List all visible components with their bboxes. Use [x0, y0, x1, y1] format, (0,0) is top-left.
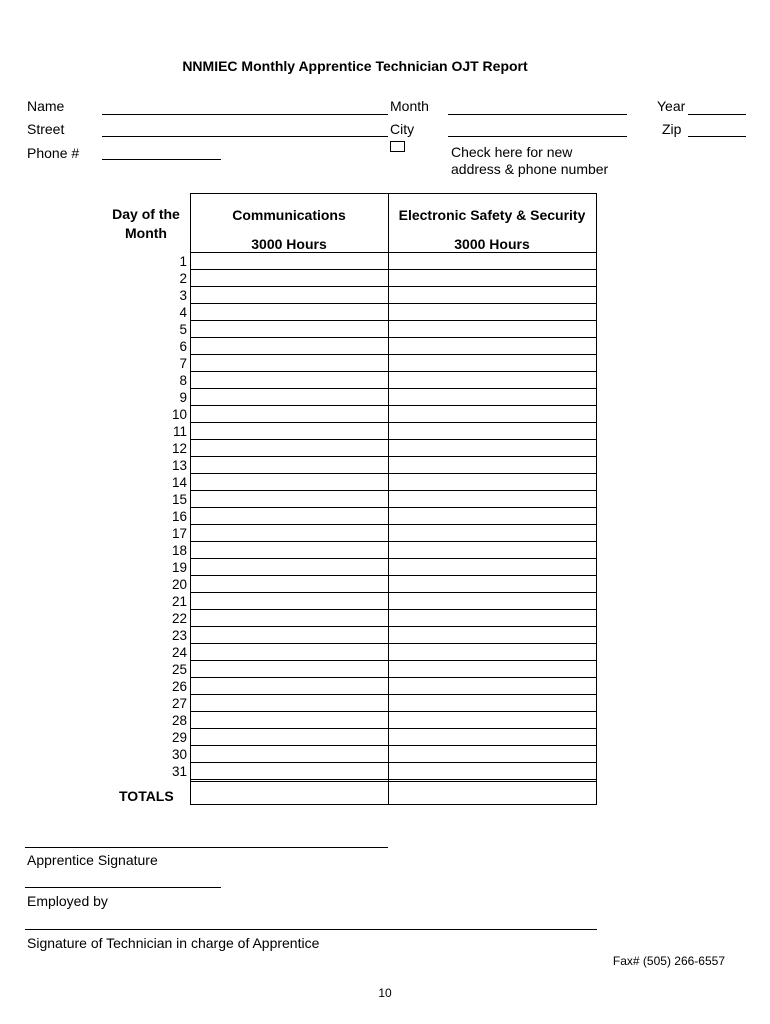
- security-hours-cell[interactable]: [390, 253, 596, 269]
- day-number: 29: [171, 730, 187, 745]
- communications-hours-cell[interactable]: [191, 542, 387, 558]
- city-field[interactable]: [448, 136, 627, 137]
- col-communications-hours: 3000 Hours: [251, 236, 327, 252]
- day-number: 23: [171, 628, 187, 643]
- communications-hours-cell[interactable]: [191, 423, 387, 439]
- day-number: 28: [171, 713, 187, 728]
- day-number: 14: [171, 475, 187, 490]
- communications-hours-cell[interactable]: [191, 287, 387, 303]
- communications-hours-cell[interactable]: [191, 440, 387, 456]
- apprentice-signature-field[interactable]: [25, 847, 388, 848]
- day-number: 26: [171, 679, 187, 694]
- security-hours-cell[interactable]: [390, 355, 596, 371]
- totals-security-cell[interactable]: [390, 782, 596, 804]
- day-number: 27: [171, 696, 187, 711]
- col-communications-title: Communications: [232, 207, 346, 223]
- communications-hours-cell[interactable]: [191, 372, 387, 388]
- day-number: 17: [171, 526, 187, 541]
- communications-hours-cell[interactable]: [191, 406, 387, 422]
- security-hours-cell[interactable]: [390, 525, 596, 541]
- day-number: 31: [171, 764, 187, 779]
- day-number: 13: [171, 458, 187, 473]
- security-hours-cell[interactable]: [390, 508, 596, 524]
- employed-by-field[interactable]: [25, 887, 221, 888]
- phone-label: Phone #: [27, 145, 80, 161]
- apprentice-signature-label: Apprentice Signature: [27, 852, 158, 868]
- day-number: 30: [171, 747, 187, 762]
- day-number: 7: [179, 356, 187, 371]
- day-number: 12: [171, 441, 187, 456]
- security-hours-cell[interactable]: [390, 678, 596, 694]
- communications-hours-cell[interactable]: [191, 508, 387, 524]
- day-number: 15: [171, 492, 187, 507]
- day-number: 1: [179, 254, 187, 269]
- security-hours-cell[interactable]: [390, 440, 596, 456]
- security-hours-cell[interactable]: [390, 695, 596, 711]
- page-number: 10: [378, 986, 392, 1000]
- communications-hours-cell[interactable]: [191, 321, 387, 337]
- day-number: 20: [171, 577, 187, 592]
- technician-signature-label: Signature of Technician in charge of Apprentice: [27, 935, 320, 951]
- communications-hours-cell[interactable]: [191, 746, 387, 762]
- communications-hours-cell[interactable]: [191, 763, 387, 779]
- communications-hours-cell[interactable]: [191, 491, 387, 507]
- security-hours-cell[interactable]: [390, 406, 596, 422]
- year-field[interactable]: [688, 114, 746, 115]
- day-number: 25: [171, 662, 187, 677]
- new-address-checkbox[interactable]: [390, 141, 405, 152]
- security-hours-cell[interactable]: [390, 746, 596, 762]
- communications-hours-cell[interactable]: [191, 610, 387, 626]
- security-hours-cell[interactable]: [390, 661, 596, 677]
- security-hours-cell[interactable]: [390, 304, 596, 320]
- employed-by-label: Employed by: [27, 893, 108, 909]
- col-security-hours: 3000 Hours: [454, 236, 530, 252]
- day-number: 8: [179, 373, 187, 388]
- security-hours-cell[interactable]: [390, 287, 596, 303]
- communications-hours-cell[interactable]: [191, 338, 387, 354]
- day-number: 18: [171, 543, 187, 558]
- security-hours-cell[interactable]: [390, 542, 596, 558]
- communications-hours-cell[interactable]: [191, 389, 387, 405]
- col-security-title: Electronic Safety & Security: [398, 207, 586, 223]
- security-hours-cell[interactable]: [390, 270, 596, 286]
- communications-hours-cell[interactable]: [191, 712, 387, 728]
- technician-signature-field[interactable]: [25, 929, 597, 930]
- communications-hours-cell[interactable]: [191, 457, 387, 473]
- fax-number: Fax# (505) 266-6557: [612, 954, 725, 968]
- year-label: Year: [657, 98, 686, 114]
- report-title: NNMIEC Monthly Apprentice Technician OJT Report: [182, 58, 528, 74]
- communications-hours-cell[interactable]: [191, 559, 387, 575]
- communications-hours-cell[interactable]: [191, 253, 387, 269]
- day-number: 2: [179, 271, 187, 286]
- row-divider: [190, 779, 597, 780]
- security-hours-cell[interactable]: [390, 423, 596, 439]
- communications-hours-cell[interactable]: [191, 678, 387, 694]
- street-field[interactable]: [102, 136, 388, 137]
- column-divider: [388, 193, 389, 805]
- communications-hours-cell[interactable]: [191, 270, 387, 286]
- name-field[interactable]: [102, 114, 388, 115]
- communications-hours-cell[interactable]: [191, 304, 387, 320]
- communications-hours-cell[interactable]: [191, 644, 387, 660]
- security-hours-cell[interactable]: [390, 389, 596, 405]
- communications-hours-cell[interactable]: [191, 695, 387, 711]
- security-hours-cell[interactable]: [390, 457, 596, 473]
- security-hours-cell[interactable]: [390, 712, 596, 728]
- day-header-line2: Month: [125, 225, 167, 241]
- communications-hours-cell[interactable]: [191, 576, 387, 592]
- day-number: 19: [171, 560, 187, 575]
- security-hours-cell[interactable]: [390, 338, 596, 354]
- phone-field[interactable]: [102, 159, 221, 160]
- day-number: 21: [171, 594, 187, 609]
- security-hours-cell[interactable]: [390, 372, 596, 388]
- communications-hours-cell[interactable]: [191, 729, 387, 745]
- security-hours-cell[interactable]: [390, 729, 596, 745]
- day-number: 24: [171, 645, 187, 660]
- day-number: 4: [179, 305, 187, 320]
- zip-label: Zip: [662, 121, 682, 137]
- security-hours-cell[interactable]: [390, 610, 596, 626]
- day-number: 16: [171, 509, 187, 524]
- new-address-label-line2: address & phone number: [451, 161, 609, 177]
- street-label: Street: [27, 121, 65, 137]
- day-number: 6: [179, 339, 187, 354]
- day-number: 10: [171, 407, 187, 422]
- security-hours-cell[interactable]: [390, 576, 596, 592]
- communications-hours-cell[interactable]: [191, 355, 387, 371]
- month-field[interactable]: [448, 114, 627, 115]
- security-hours-cell[interactable]: [390, 763, 596, 779]
- security-hours-cell[interactable]: [390, 491, 596, 507]
- security-hours-cell[interactable]: [390, 474, 596, 490]
- communications-hours-cell[interactable]: [191, 525, 387, 541]
- security-hours-cell[interactable]: [390, 559, 596, 575]
- communications-hours-cell[interactable]: [191, 474, 387, 490]
- day-header-line1: Day of the: [112, 206, 180, 222]
- day-number: 5: [179, 322, 187, 337]
- day-number: 9: [179, 390, 187, 405]
- day-number: 22: [171, 611, 187, 626]
- communications-hours-cell[interactable]: [191, 593, 387, 609]
- day-number: 11: [172, 424, 187, 439]
- totals-communications-cell[interactable]: [191, 782, 387, 804]
- communications-hours-cell[interactable]: [191, 661, 387, 677]
- security-hours-cell[interactable]: [390, 627, 596, 643]
- totals-label: TOTALS: [119, 788, 174, 804]
- security-hours-cell[interactable]: [390, 644, 596, 660]
- communications-hours-cell[interactable]: [191, 627, 387, 643]
- month-label: Month: [390, 98, 429, 114]
- city-label: City: [390, 121, 415, 137]
- zip-field[interactable]: [688, 136, 746, 137]
- day-number: 3: [179, 288, 187, 303]
- new-address-label-line1: Check here for new: [451, 144, 573, 160]
- name-label: Name: [27, 98, 65, 114]
- security-hours-cell[interactable]: [390, 321, 596, 337]
- security-hours-cell[interactable]: [390, 593, 596, 609]
